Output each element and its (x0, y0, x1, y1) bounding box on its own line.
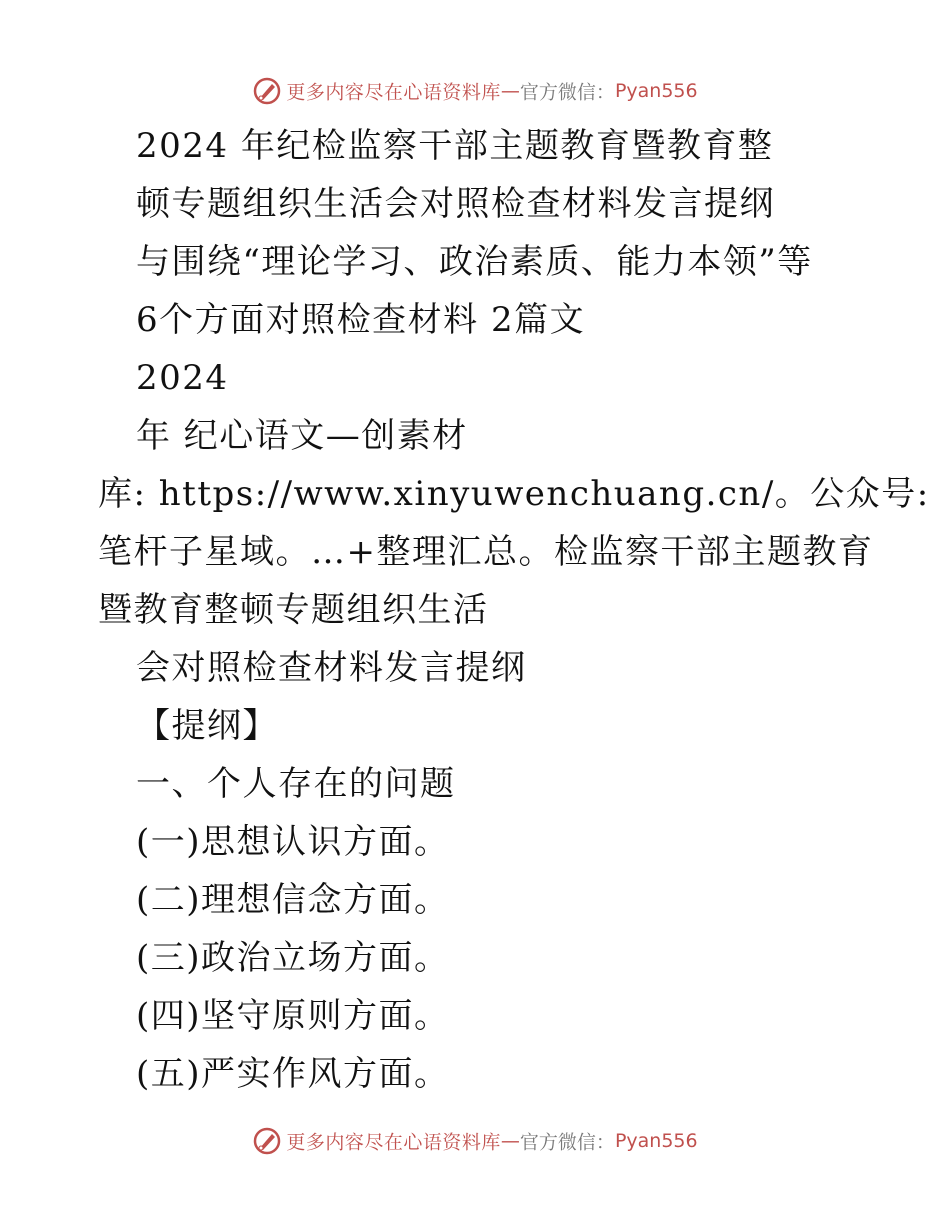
list-item: (四)坚守原则方面。 (136, 996, 450, 1036)
title-line-2: 顿专题组织生活会对照检查材料发言提纲 (136, 184, 775, 224)
text-line-source: 年 纪心语文—创素材 (136, 416, 468, 456)
subtitle-line: 会对照检查材料发言提纲 (136, 648, 527, 688)
text-line-year: 2024 (136, 358, 229, 398)
watermark-label: 官方微信： (519, 1131, 615, 1154)
text-line-topic: 暨教育整顿专题组织生活 (98, 590, 489, 630)
watermark-text: 更多内容尽在心语资料库 (286, 1131, 501, 1154)
list-item: (五)严实作风方面。 (136, 1054, 450, 1094)
outline-heading: 【提纲】 (136, 706, 278, 746)
watermark-id: Pyan556 (614, 80, 698, 102)
watermark-label: 官方微信： (519, 81, 615, 104)
pen-circle-logo-icon (252, 1126, 282, 1156)
list-item: (一)思想认识方面。 (136, 822, 450, 862)
watermark-text: 更多内容尽在心语资料库 (286, 81, 501, 104)
footer-watermark (0, 1126, 950, 1156)
watermark-separator: — (500, 1130, 520, 1152)
title-line-4: 6个方面对照检查材料 2篇文 (136, 300, 586, 340)
watermark-separator: — (500, 80, 520, 102)
pen-circle-logo-icon (252, 76, 282, 106)
header-watermark (0, 76, 950, 106)
text-line-url: 库: https://www.xinyuwenchuang.cn/。公众号: (98, 474, 930, 514)
text-line-account: 笔杆子星域。…+整理汇总。检监察干部主题教育 (98, 532, 874, 572)
section-heading-1: 一、个人存在的问题 (136, 764, 456, 804)
title-line-1: 2024 年纪检监察干部主题教育暨教育整 (136, 126, 774, 166)
list-item: (二)理想信念方面。 (136, 880, 450, 920)
watermark-id: Pyan556 (614, 1130, 698, 1152)
title-line-3: 与围绕“理论学习、政治素质、能力本领”等 (136, 242, 813, 282)
list-item: (三)政治立场方面。 (136, 938, 450, 978)
